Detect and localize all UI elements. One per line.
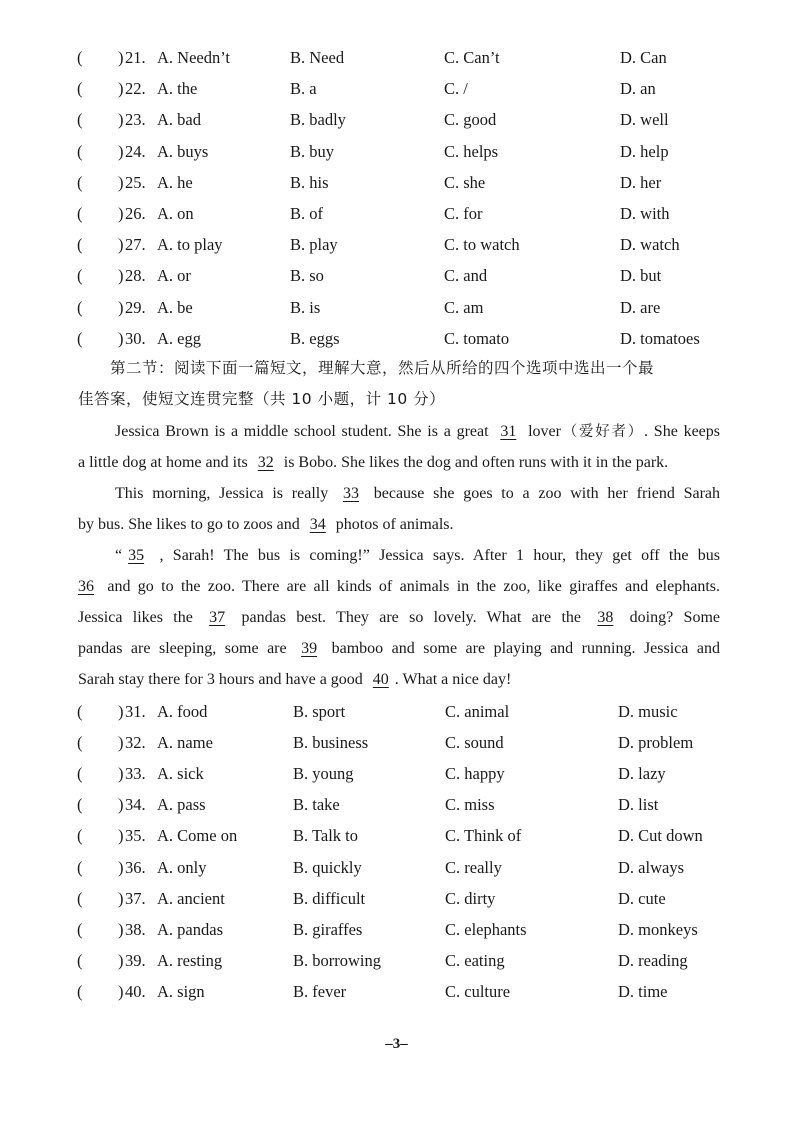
passage-text: . What a nice day! <box>394 671 512 688</box>
answer-paren-close: ) <box>118 141 124 161</box>
blank-33: 33 <box>342 485 359 502</box>
option-c: C. eating <box>445 950 505 970</box>
option-a: A. Come on <box>157 826 238 846</box>
blank-38: 38 <box>597 609 614 626</box>
answer-paren-close: ) <box>118 888 124 908</box>
answer-paren-close: ) <box>118 919 124 939</box>
option-b: B. young <box>293 764 354 784</box>
blank-34: 34 <box>309 516 326 533</box>
passage-text: is Bobo. She likes the dog and often runs with it in the park. <box>279 454 669 471</box>
option-a: A. he <box>157 172 193 192</box>
passage-text: “ <box>115 547 123 564</box>
option-d: D. monkeys <box>618 919 698 939</box>
answer-paren-open[interactable]: ( <box>77 266 83 286</box>
question-number: 24. <box>125 141 146 161</box>
question-row <box>0 295 793 321</box>
option-a: A. only <box>157 857 207 877</box>
option-d: D. but <box>620 266 662 286</box>
option-c: C. Think of <box>445 826 522 846</box>
option-d: D. with <box>620 204 670 223</box>
answer-paren-close: ) <box>118 79 124 99</box>
blank-32: 32 <box>257 454 274 471</box>
answer-paren-open[interactable]: ( <box>77 110 83 130</box>
question-number: 28. <box>125 266 146 286</box>
passage-text: . She keeps <box>644 423 721 440</box>
question-row <box>0 979 793 1005</box>
option-c: C. dirty <box>445 888 496 908</box>
option-b: B. Need <box>290 48 345 67</box>
option-b: B. sport <box>293 702 346 721</box>
option-b: B. eggs <box>290 328 340 348</box>
question-number: 25. <box>125 172 146 192</box>
option-d: D. lazy <box>618 764 666 784</box>
option-d: D. music <box>618 702 678 721</box>
option-b: B. quickly <box>293 857 362 877</box>
blank-40: 40 <box>372 671 389 688</box>
option-a: A. or <box>157 266 191 286</box>
option-d: D. well <box>620 110 669 130</box>
answer-paren-open[interactable]: ( <box>77 702 83 721</box>
answer-paren-close: ) <box>118 204 124 223</box>
passage-line-1 <box>115 416 720 448</box>
answer-paren-open[interactable]: ( <box>77 919 83 939</box>
passage-line-3 <box>115 478 720 509</box>
option-b: B. so <box>290 266 324 286</box>
passage-text: doing? Some <box>619 609 720 626</box>
option-a: A. resting <box>157 950 223 970</box>
answer-paren-open[interactable]: ( <box>77 48 83 67</box>
answer-paren-open[interactable]: ( <box>77 172 83 192</box>
passage-text: photos of animals. <box>331 516 454 533</box>
question-row <box>0 886 793 912</box>
answer-paren-open[interactable]: ( <box>77 733 83 753</box>
option-a: A. the <box>157 79 198 99</box>
option-b: B. play <box>290 235 338 255</box>
option-a: A. pandas <box>157 919 223 939</box>
option-a: A. bad <box>157 110 201 130</box>
option-a: A. name <box>157 733 213 753</box>
question-number: 30. <box>125 328 146 348</box>
option-c: C. really <box>445 857 502 877</box>
question-row <box>0 201 793 227</box>
question-row <box>0 263 793 289</box>
option-a: A. sick <box>157 764 204 784</box>
option-d: D. watch <box>620 235 680 255</box>
option-c: C. she <box>444 172 486 192</box>
option-b: B. a <box>290 79 317 99</box>
passage-text: a little dog at home and its <box>78 454 252 471</box>
option-a: A. be <box>157 297 193 317</box>
question-number: 21. <box>125 48 146 67</box>
answer-paren-open[interactable]: ( <box>77 764 83 784</box>
option-d: D. reading <box>618 950 688 970</box>
passage-line-8 <box>78 633 720 664</box>
question-row <box>0 232 793 258</box>
option-b: B. his <box>290 172 329 192</box>
option-c: C. am <box>444 297 484 317</box>
question-number: 22. <box>125 79 146 99</box>
question-number: 37. <box>125 888 146 908</box>
option-c: C. helps <box>444 141 499 161</box>
answer-paren-open[interactable]: ( <box>77 204 83 223</box>
option-b: B. difficult <box>293 888 366 908</box>
answer-paren-open[interactable]: ( <box>77 826 83 846</box>
passage-line-9 <box>78 664 720 695</box>
passage-text: bamboo and some are playing and running. Jessica and <box>323 640 720 657</box>
question-number: 36. <box>125 857 146 877</box>
answer-paren-close: ) <box>118 702 124 721</box>
option-b: B. badly <box>290 110 346 130</box>
question-row <box>0 792 793 818</box>
answer-paren-close: ) <box>118 297 124 317</box>
passage-line-2 <box>78 447 720 478</box>
option-c: C. miss <box>445 795 495 815</box>
answer-paren-open[interactable]: ( <box>77 888 83 908</box>
option-a: A. to play <box>157 235 223 255</box>
section2-line2: 佳答案，使短文连贯完整（共 10 小题，计 10 分） <box>78 390 446 408</box>
option-c: C. happy <box>445 764 505 784</box>
option-a: A. sign <box>157 981 205 1001</box>
option-c: C. / <box>444 79 468 99</box>
section2-line1: 第二节：阅读下面一篇短文，理解大意，然后从所给的四个选项中选出一个最 <box>110 359 655 377</box>
answer-paren-close: ) <box>118 733 124 753</box>
question-row <box>0 326 793 352</box>
option-b: B. fever <box>293 981 347 1001</box>
passage-text: , Sarah! The bus is coming!” Jessica says. After 1 hour, they get off the bus <box>150 547 720 564</box>
answer-paren-open[interactable]: ( <box>77 950 83 970</box>
passage-text: lover <box>522 423 561 440</box>
option-b: B. of <box>290 204 323 223</box>
option-c: C. for <box>444 204 483 223</box>
passage-text: by bus. She likes to go to zoos and <box>78 516 304 533</box>
option-b: B. is <box>290 297 321 317</box>
question-number: 32. <box>125 733 146 753</box>
answer-paren-close: ) <box>118 172 124 192</box>
option-d: D. Can <box>620 48 667 67</box>
passage-text: pandas best. They are so lovely. What are the <box>231 609 592 626</box>
option-d: D. time <box>618 981 668 1001</box>
option-d: D. cute <box>618 888 666 908</box>
question-row <box>0 45 793 71</box>
question-row <box>0 170 793 196</box>
blank-31: 31 <box>500 423 517 440</box>
option-a: A. Needn’t <box>157 48 231 67</box>
question-row <box>0 699 793 725</box>
option-b: B. take <box>293 795 340 815</box>
option-c: C. tomato <box>444 328 510 348</box>
question-number: 34. <box>125 795 146 815</box>
answer-paren-close: ) <box>118 857 124 877</box>
option-d: D. her <box>620 172 662 192</box>
page-number: –3– <box>385 1036 408 1052</box>
blank-37: 37 <box>209 609 226 626</box>
passage-text: and go to the zoo. There are all kinds of animals in the zoo, like giraffes and elephants. <box>100 578 720 595</box>
question-number: 31. <box>125 702 146 721</box>
answer-paren-close: ) <box>118 795 124 815</box>
answer-paren-close: ) <box>118 950 124 970</box>
answer-paren-open[interactable]: ( <box>77 795 83 815</box>
passage-text: pandas are sleeping, some are <box>78 640 296 657</box>
answer-paren-open[interactable]: ( <box>77 297 83 317</box>
option-d: D. Cut down <box>618 826 703 846</box>
answer-paren-open[interactable]: ( <box>77 328 83 348</box>
option-c: C. good <box>444 110 497 130</box>
section2-instructions <box>78 353 724 415</box>
option-a: A. on <box>157 204 194 223</box>
blank-35: 35 <box>128 547 145 564</box>
passage-line-5 <box>115 540 720 571</box>
passage-text: This morning, Jessica is really <box>115 485 337 502</box>
passage-line-7 <box>78 602 720 633</box>
option-d: D. always <box>618 857 684 877</box>
question-number: 38. <box>125 919 146 939</box>
option-c: C. sound <box>445 733 504 753</box>
answer-paren-close: ) <box>118 48 124 67</box>
passage-line-4 <box>78 509 720 540</box>
question-row <box>0 917 793 943</box>
question-row <box>0 107 793 133</box>
question-row <box>0 139 793 165</box>
question-number: 29. <box>125 297 146 317</box>
option-a: A. food <box>157 702 208 721</box>
answer-paren-open[interactable]: ( <box>77 235 83 255</box>
option-d: D. are <box>620 297 661 317</box>
passage-text: because she goes to a zoo with her friend Sarah <box>364 485 721 502</box>
option-c: C. to watch <box>444 235 520 255</box>
answer-paren-close: ) <box>118 981 124 1001</box>
question-row <box>0 855 793 881</box>
option-a: A. pass <box>157 795 206 815</box>
question-number: 27. <box>125 235 146 255</box>
answer-paren-open[interactable]: ( <box>77 79 83 99</box>
option-d: D. tomatoes <box>620 328 700 348</box>
option-d: D. an <box>620 79 656 99</box>
answer-paren-close: ) <box>118 826 124 846</box>
option-c: C. elephants <box>445 919 527 939</box>
option-c: C. and <box>444 266 488 286</box>
option-b: B. borrowing <box>293 950 381 970</box>
question-number: 40. <box>125 981 146 1001</box>
option-a: A. ancient <box>157 888 225 908</box>
blank-39: 39 <box>301 640 318 657</box>
question-row <box>0 948 793 974</box>
option-b: B. buy <box>290 141 335 161</box>
question-row <box>0 823 793 849</box>
passage-text: Jessica Brown is a middle school student. She is a great <box>115 423 495 440</box>
answer-paren-close: ) <box>118 235 124 255</box>
question-row <box>0 761 793 787</box>
answer-paren-close: ) <box>118 764 124 784</box>
option-c: C. animal <box>445 702 510 721</box>
option-c: C. Can’t <box>444 48 500 67</box>
passage-text-cn: （爱好者） <box>560 424 645 440</box>
option-c: C. culture <box>445 981 511 1001</box>
question-number: 35. <box>125 826 146 846</box>
option-b: B. Talk to <box>293 826 359 846</box>
blank-36: 36 <box>78 578 94 595</box>
passage-text: Sarah stay there for 3 hours and have a good <box>78 671 367 688</box>
answer-paren-open[interactable]: ( <box>77 981 83 1001</box>
question-number: 26. <box>125 204 146 223</box>
option-a: A. buys <box>157 141 209 161</box>
question-row <box>0 730 793 756</box>
option-d: D. problem <box>618 733 694 753</box>
answer-paren-close: ) <box>118 266 124 286</box>
option-d: D. help <box>620 141 669 161</box>
question-number: 23. <box>125 110 146 130</box>
question-number: 39. <box>125 950 146 970</box>
option-a: A. egg <box>157 328 201 348</box>
answer-paren-open[interactable]: ( <box>77 857 83 877</box>
passage-line-6 <box>78 571 720 602</box>
question-row <box>0 76 793 102</box>
option-b: B. giraffes <box>293 919 363 939</box>
question-number: 33. <box>125 764 146 784</box>
answer-paren-close: ) <box>118 110 124 130</box>
option-d: D. list <box>618 795 659 815</box>
answer-paren-open[interactable]: ( <box>77 141 83 161</box>
passage-text: Jessica likes the <box>78 609 204 626</box>
answer-paren-close: ) <box>118 328 124 348</box>
option-b: B. business <box>293 733 369 753</box>
